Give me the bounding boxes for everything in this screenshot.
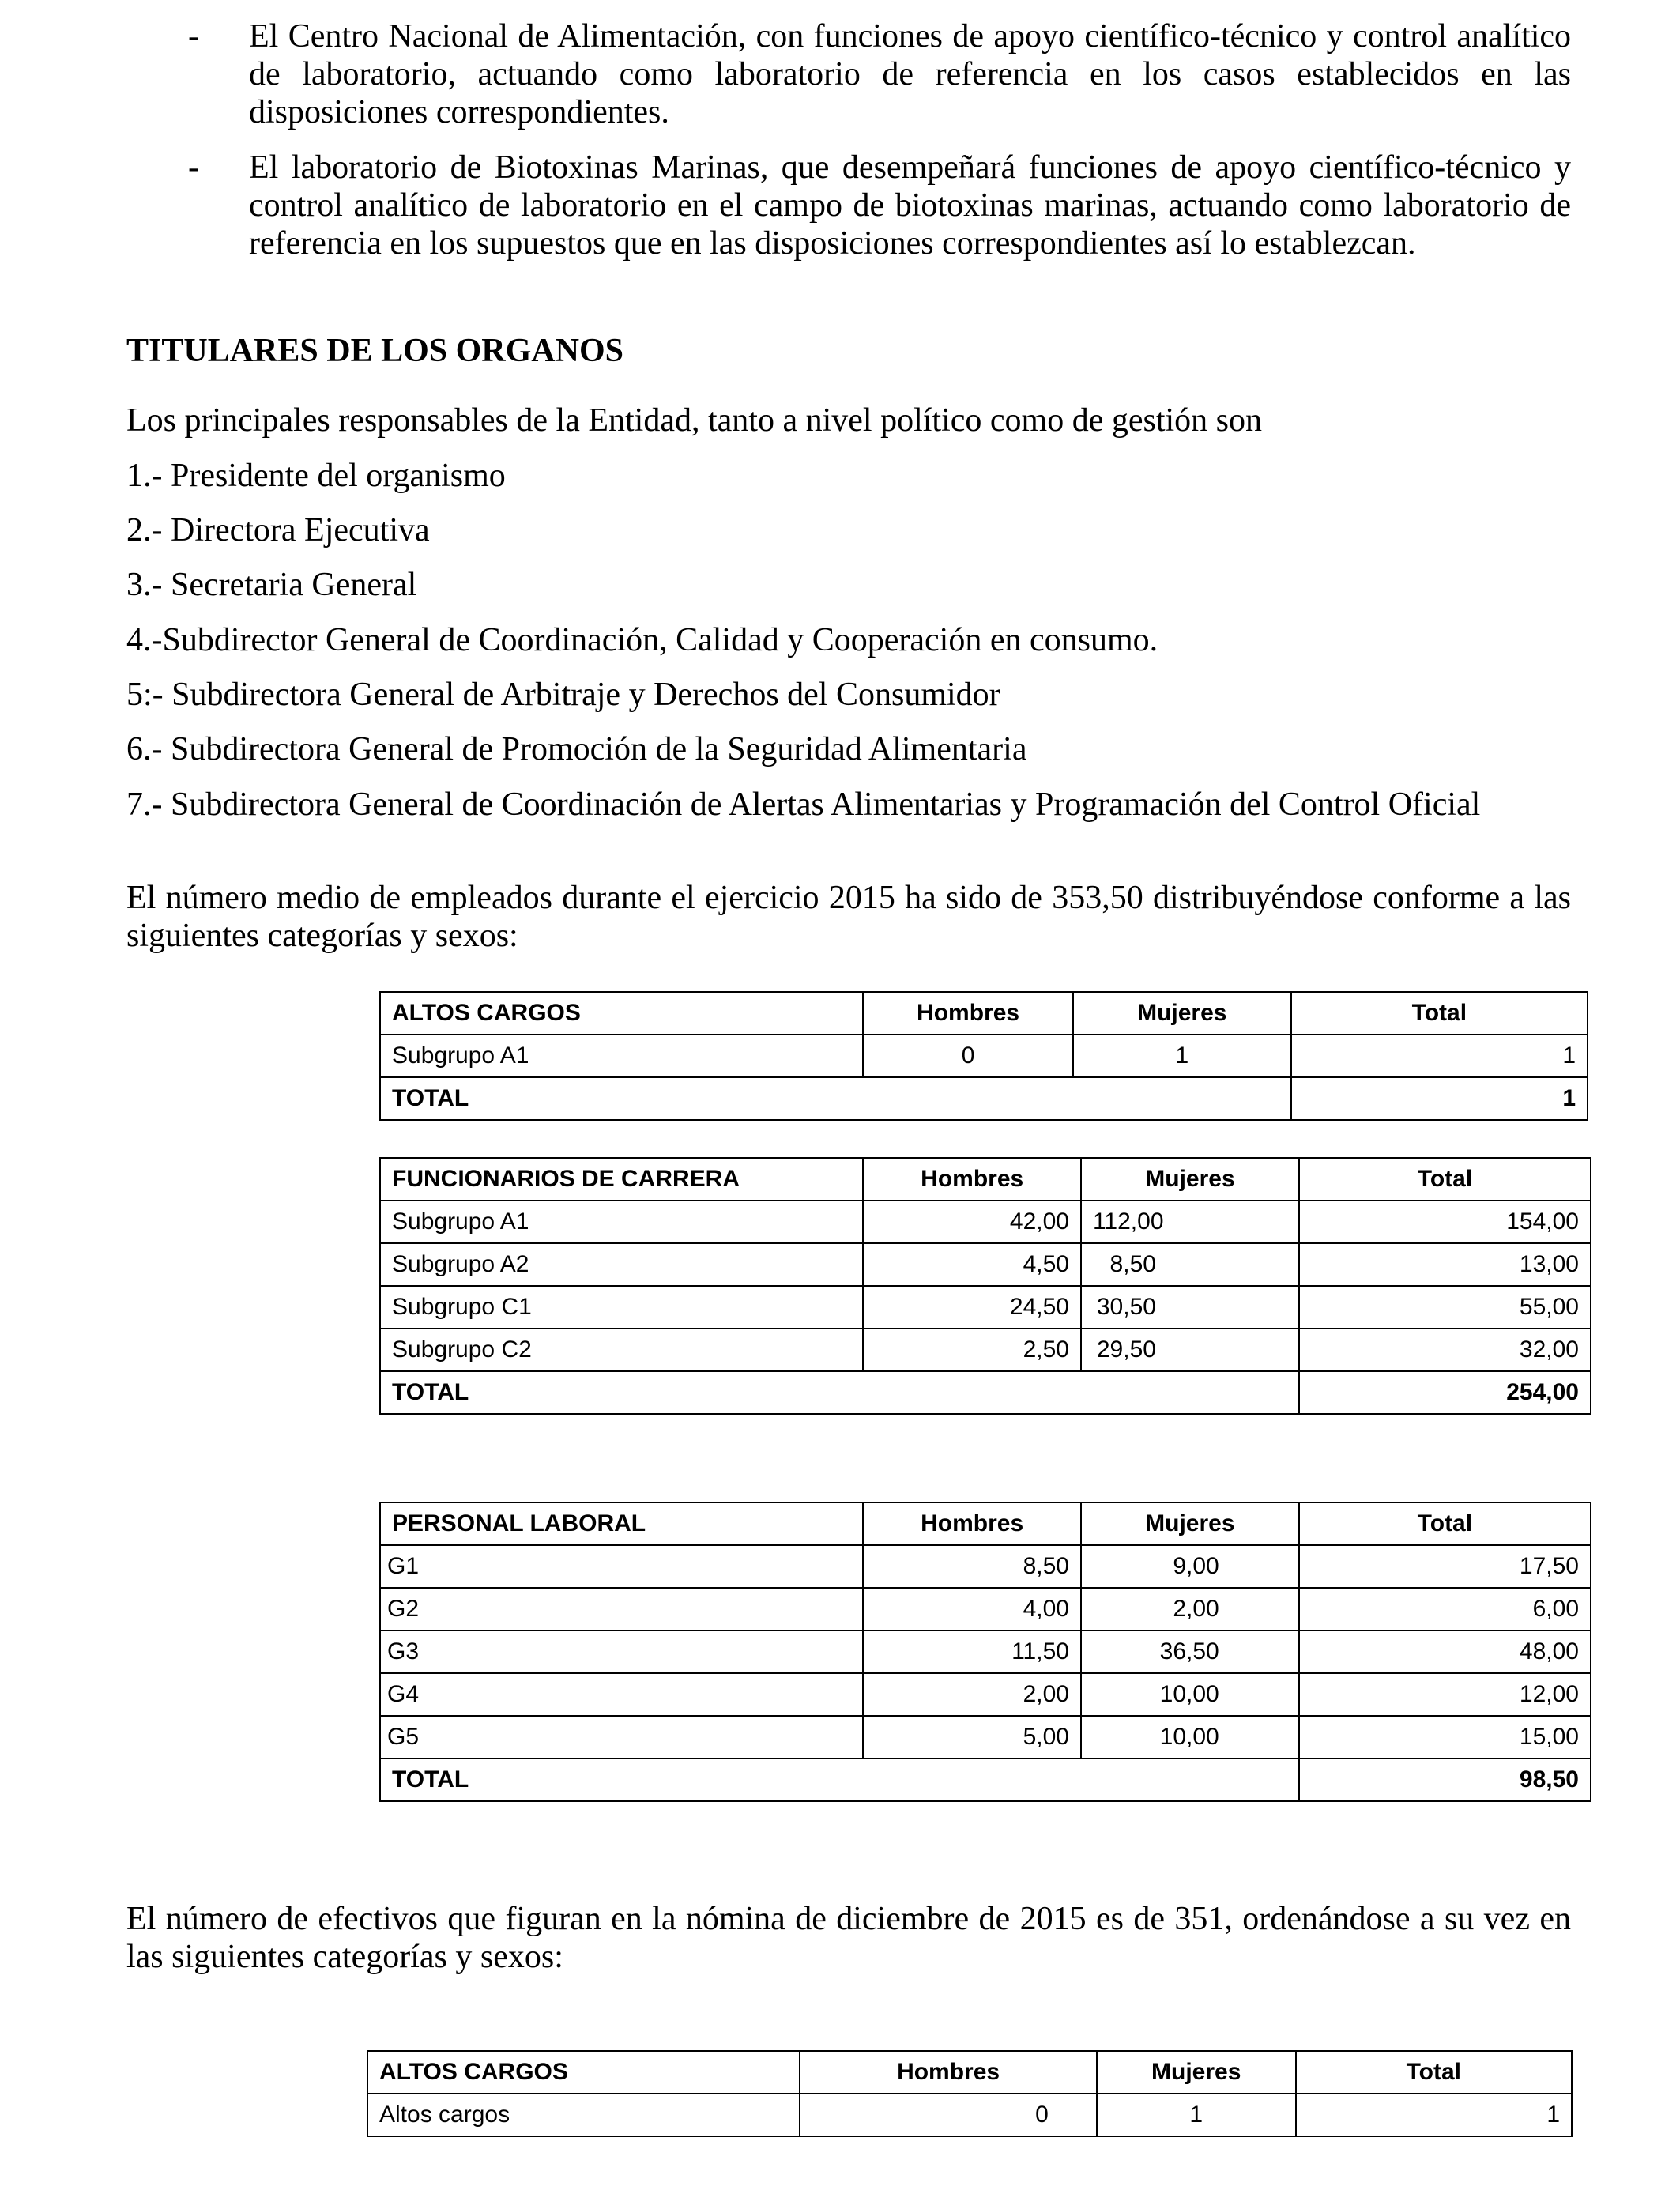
table-cell: 2,00 — [863, 1673, 1081, 1716]
header-cell: Total — [1291, 992, 1588, 1035]
table-header-row — [367, 2051, 1572, 2094]
bullet-dash: - — [188, 18, 199, 55]
table-row — [380, 1329, 1591, 1371]
table-total-row — [380, 1077, 1588, 1120]
table-personal-laboral — [379, 1502, 1591, 1802]
bullet-text: El laboratorio de Biotoxinas Marinas, que desempeñará funciones de apoyo científico-técnico y control analítico de laboratorio en el campo de biotoxinas marinas, actuando como laboratorio de referencia en los supuestos que en las disposiciones correspondientes así lo establezcan. — [249, 149, 1571, 262]
table-row — [380, 1673, 1591, 1716]
table-cell: 1 — [1097, 2094, 1296, 2136]
table-cell: G4 — [380, 1673, 863, 1716]
table-cell: Subgrupo C1 — [380, 1286, 863, 1329]
table-cell: Subgrupo C2 — [380, 1329, 863, 1371]
header-cell: Mujeres — [1097, 2051, 1296, 2094]
header-cell: ALTOS CARGOS — [380, 992, 863, 1035]
table-cell: Altos cargos — [367, 2094, 800, 2136]
table-cell: 30,50 — [1081, 1286, 1299, 1329]
table-cell: 32,00 — [1299, 1329, 1591, 1371]
table-row — [380, 1630, 1591, 1673]
table-cell: 9,00 — [1081, 1545, 1299, 1588]
table-cell: 42,00 — [863, 1201, 1081, 1243]
table-cell: 2,50 — [863, 1329, 1081, 1371]
list-item: 2.- Directora Ejecutiva — [126, 512, 430, 548]
table-header-row — [380, 992, 1588, 1035]
bullet-text: El Centro Nacional de Alimentación, con funciones de apoyo científico-técnico y control analítico de laboratorio, actuando como laboratorio de referencia en los casos establecidos en las disposiciones correspondientes. — [249, 18, 1571, 130]
header-cell: ALTOS CARGOS — [367, 2051, 800, 2094]
efectivos-paragraph: El número de efectivos que figuran en la nómina de diciembre de 2015 es de 351, ordenándose a su vez en las siguientes categorías y sexos: — [126, 1901, 1571, 1975]
header-cell: Total — [1296, 2051, 1572, 2094]
table-row — [380, 1286, 1591, 1329]
table-row — [380, 1035, 1588, 1077]
table-cell: Subgrupo A1 — [380, 1201, 863, 1243]
bullet-item — [126, 17, 1571, 131]
total-value: 1 — [1291, 1077, 1588, 1120]
list-item: 3.- Secretaria General — [126, 567, 417, 603]
table-cell: 1 — [1296, 2094, 1572, 2136]
total-label: TOTAL — [380, 1371, 1299, 1414]
table-cell: 154,00 — [1299, 1201, 1591, 1243]
table-cell: 29,50 — [1081, 1329, 1299, 1371]
table-cell: 5,00 — [863, 1716, 1081, 1759]
table-row — [380, 1243, 1591, 1286]
table-cell: 36,50 — [1081, 1630, 1299, 1673]
table-cell: 24,50 — [863, 1286, 1081, 1329]
table-row — [380, 1716, 1591, 1759]
table-total-row — [380, 1371, 1591, 1414]
table-header-row — [380, 1502, 1591, 1545]
header-cell: FUNCIONARIOS DE CARRERA — [380, 1158, 863, 1201]
table-header-row — [380, 1158, 1591, 1201]
table-row — [380, 1545, 1591, 1588]
employees-paragraph: El número medio de empleados durante el ejercicio 2015 ha sido de 353,50 distribuyéndose conforme a las siguientes categorías y sexos: — [126, 880, 1571, 954]
list-item: 1.- Presidente del organismo — [126, 458, 506, 494]
header-cell: Hombres — [863, 1502, 1081, 1545]
table-cell: 10,00 — [1081, 1673, 1299, 1716]
bullet-dash: - — [188, 149, 199, 186]
table-cell: 17,50 — [1299, 1545, 1591, 1588]
header-cell: Total — [1299, 1158, 1591, 1201]
header-cell: Hombres — [863, 992, 1073, 1035]
table-cell: 48,00 — [1299, 1630, 1591, 1673]
header-cell: Hombres — [800, 2051, 1096, 2094]
header-cell: Mujeres — [1073, 992, 1291, 1035]
list-item: 6.- Subdirectora General de Promoción de la Seguridad Alimentaria — [126, 731, 1027, 767]
total-value: 254,00 — [1299, 1371, 1591, 1414]
table-cell: 55,00 — [1299, 1286, 1591, 1329]
table-cell: G3 — [380, 1630, 863, 1673]
table-altos-cargos-nomina — [367, 2050, 1573, 2137]
header-cell: Mujeres — [1081, 1502, 1299, 1545]
table-cell: 112,00 — [1081, 1201, 1299, 1243]
table-cell: 8,50 — [863, 1545, 1081, 1588]
total-label: TOTAL — [380, 1759, 1299, 1801]
list-item: 4.-Subdirector General de Coordinación, Calidad y Cooperación en consumo. — [126, 622, 1158, 658]
table-cell: 1 — [1291, 1035, 1588, 1077]
table-cell: 11,50 — [863, 1630, 1081, 1673]
table-row — [380, 1201, 1591, 1243]
table-cell: 15,00 — [1299, 1716, 1591, 1759]
table-cell: 10,00 — [1081, 1716, 1299, 1759]
table-cell: G1 — [380, 1545, 863, 1588]
table-cell: 1 — [1073, 1035, 1291, 1077]
header-cell: Total — [1299, 1502, 1591, 1545]
list-item: 7.- Subdirectora General de Coordinación de Alertas Alimentarias y Programación del Control Oficial — [126, 786, 1481, 823]
table-cell: 12,00 — [1299, 1673, 1591, 1716]
header-cell: PERSONAL LABORAL — [380, 1502, 863, 1545]
list-item: 5:- Subdirectora General de Arbitraje y Derechos del Consumidor — [126, 677, 1000, 713]
table-cell: 4,00 — [863, 1588, 1081, 1630]
table-cell: 2,00 — [1081, 1588, 1299, 1630]
table-row — [367, 2094, 1572, 2136]
bullet-item — [126, 149, 1571, 262]
header-cell: Hombres — [863, 1158, 1081, 1201]
total-label: TOTAL — [380, 1077, 1291, 1120]
section-heading: TITULARES DE LOS ORGANOS — [126, 333, 623, 369]
total-value: 98,50 — [1299, 1759, 1591, 1801]
table-cell: 6,00 — [1299, 1588, 1591, 1630]
header-cell: Mujeres — [1081, 1158, 1299, 1201]
table-cell: 8,50 — [1081, 1243, 1299, 1286]
table-funcionarios — [379, 1157, 1591, 1415]
table-cell: G5 — [380, 1716, 863, 1759]
table-cell: Subgrupo A1 — [380, 1035, 863, 1077]
table-cell: 4,50 — [863, 1243, 1081, 1286]
table-altos-cargos — [379, 991, 1588, 1121]
table-total-row — [380, 1759, 1591, 1801]
intro-paragraph: Los principales responsables de la Entidad, tanto a nivel político como de gestión son — [126, 402, 1263, 439]
table-row — [380, 1588, 1591, 1630]
table-cell: 13,00 — [1299, 1243, 1591, 1286]
table-cell: 0 — [800, 2094, 1096, 2136]
table-cell: G2 — [380, 1588, 863, 1630]
table-cell: Subgrupo A2 — [380, 1243, 863, 1286]
table-cell: 0 — [863, 1035, 1073, 1077]
